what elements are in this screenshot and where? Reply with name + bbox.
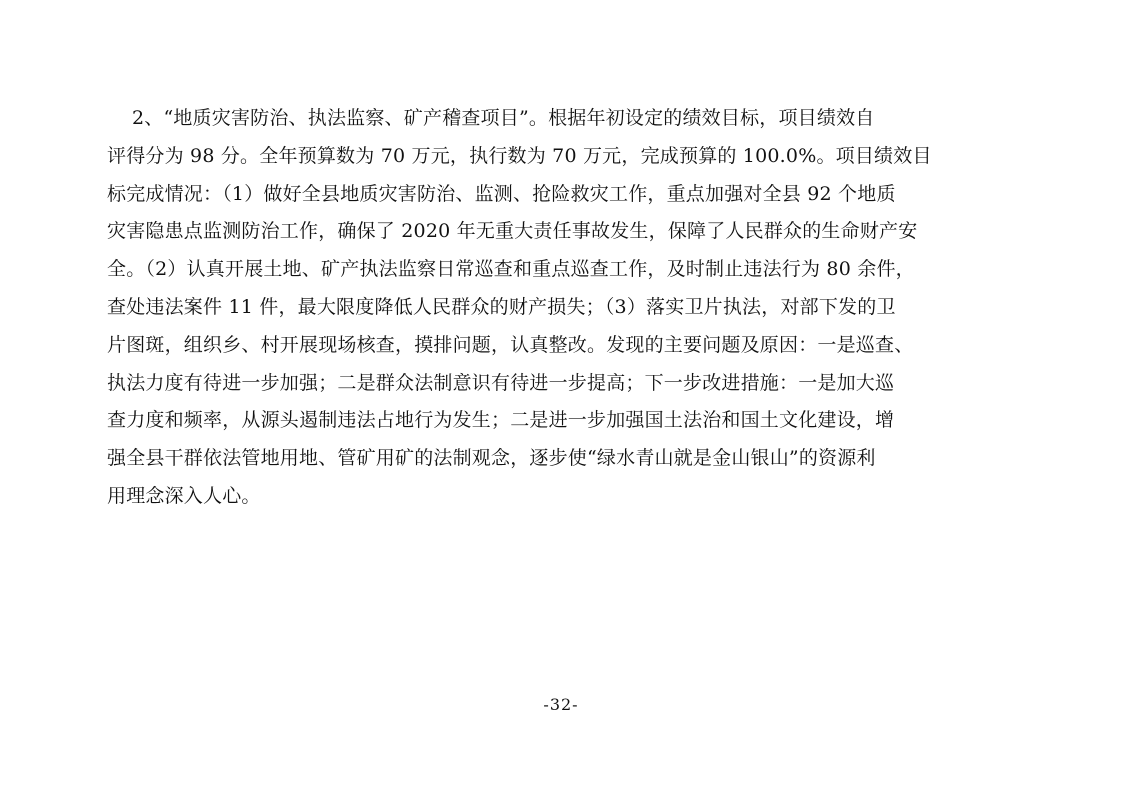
text-line-10: 强全县干群依法管地用地、管矿用矿的法制观念，逐步使“绿水青山就是金山银山”的资源利 bbox=[107, 447, 876, 470]
paragraph bbox=[107, 100, 977, 516]
text-line-7: 片图斑，组织乡、村开展现场核查，摸排问题，认真整改。发现的主要问题及原因：一是巡查、 bbox=[107, 333, 914, 356]
text-line-5: 全。（2）认真开展土地、矿产执法监察日常巡查和重点巡查工作，及时制止违法行为 80 余件， bbox=[107, 258, 915, 281]
text-line-3: 标完成情况：（1）做好全县地质灾害防治、监测、抢险救灾工作，重点加强对全县 92 个地质 bbox=[107, 182, 896, 205]
text-line-1: 2、“地质灾害防治、执法监察、矿产稽查项目”。根据年初设定的绩效目标，项目绩效自 bbox=[107, 107, 875, 129]
text-line-11: 用理念深入人心。 bbox=[107, 484, 261, 507]
text-line-2: 评得分为 98 分。全年预算数为 70 万元，执行数为 70 万元，完成预算的 100.0%。项目绩效目 bbox=[107, 144, 932, 167]
text-line-6: 查处违法案件 11 件，最大限度降低人民群众的财产损失；（3）落实卫片执法，对部下发的卫 bbox=[107, 295, 896, 318]
page-number: -32- bbox=[543, 695, 579, 714]
text-line-4: 灾害隐患点监测防治工作，确保了 2020 年无重大责任事故发生，保障了人民群众的生命财产安 bbox=[107, 220, 918, 243]
text-line-9: 查力度和频率，从源头遏制违法占地行为发生；二是进一步加强国土法治和国土文化建设，增 bbox=[107, 409, 895, 432]
text-line-8: 执法力度有待进一步加强；二是群众法制意识有待进一步提高；下一步改进措施：一是加大巡 bbox=[107, 371, 895, 394]
